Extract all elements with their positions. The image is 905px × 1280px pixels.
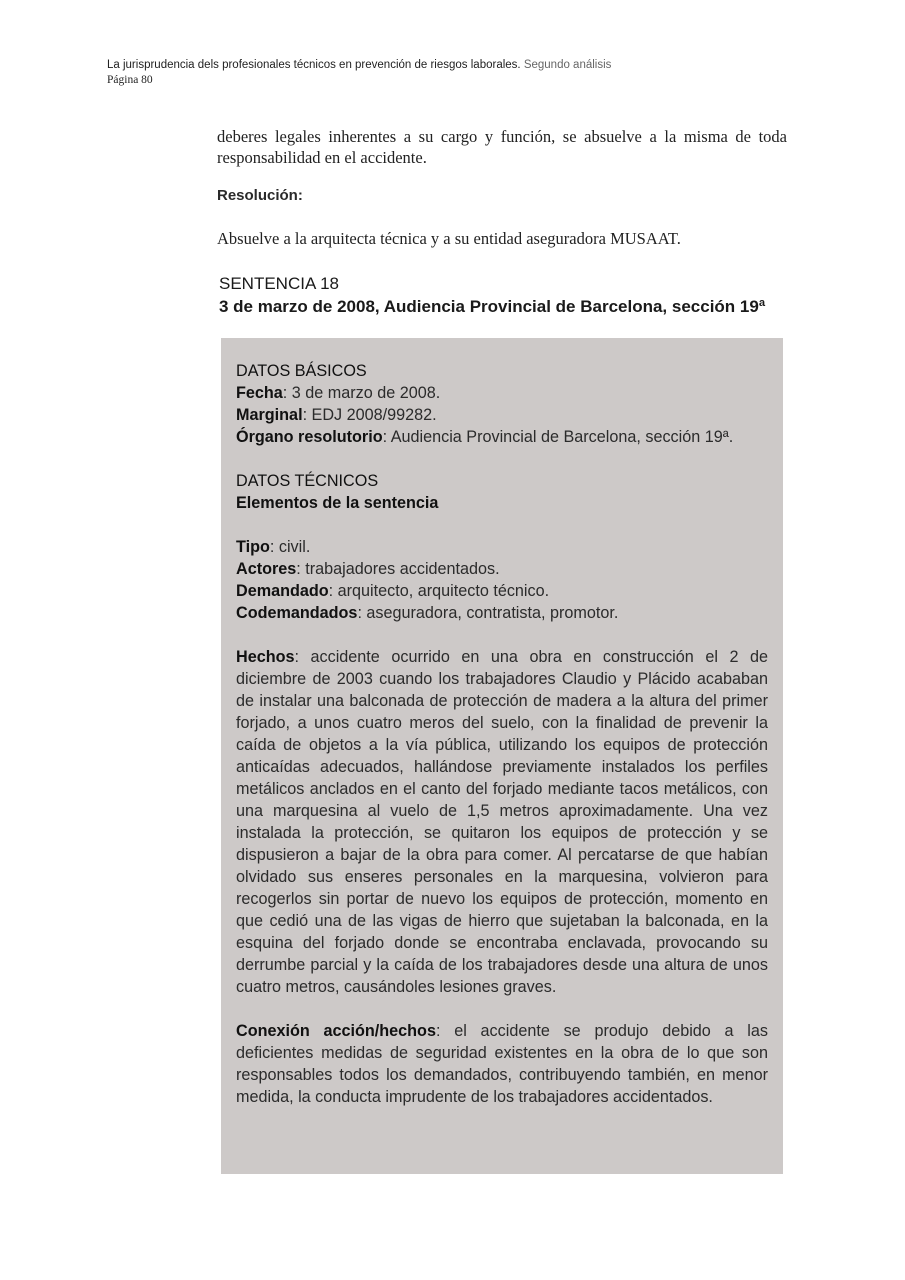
elementos-heading: Elementos de la sentencia [236,494,439,512]
conexion-value: : el accidente se produjo debido a las deficientes medidas de seguridad existentes en la obra de lo que son responsables todos los demandados, contribuyendo también, en menor medida, la conducta imprudente de los trabajadores accidentados. [236,1022,768,1106]
resolucion-text: Absuelve a la arquitecta técnica y a su entidad aseguradora MUSAAT. [217,229,681,248]
demandado-label: Demandado [236,582,329,600]
hechos-paragraph [236,646,768,998]
demandado-value: : arquitecto, arquitecto técnico. [328,582,550,600]
demandado-row [236,580,768,602]
marginal-row [236,404,768,426]
fecha-label: Fecha [236,384,283,402]
header-line [107,58,611,73]
continuation-paragraph: deberes legales inherentes a su cargo y función, se absuelve a la misma de toda responsabilidad en el accidente. [217,127,787,167]
datos-box-content [236,360,768,1108]
datos-box [221,338,783,1174]
datos-basicos-heading: DATOS BÁSICOS [236,362,367,380]
sentencia-subtitle: 3 de marzo de 2008, Audiencia Provincial de Barcelona, sección 19ª [219,297,766,316]
actores-row [236,558,768,580]
actores-value: : trabajadores accidentados. [296,560,500,578]
hechos-label: Hechos [236,648,295,666]
header-subtitle: Segundo análisis [523,59,612,71]
marginal-label: Marginal [236,406,303,424]
page-number: Página 80 [107,74,153,86]
tipo-label: Tipo [236,538,270,556]
organo-row [236,426,768,448]
fecha-value: : 3 de marzo de 2008. [282,384,441,402]
tipo-row [236,536,768,558]
sentencia-title: SENTENCIA 18 [219,274,339,293]
actores-label: Actores [236,560,297,578]
codemandados-value: : aseguradora, contratista, promotor. [357,604,619,622]
fecha-row [236,382,768,404]
conexion-paragraph [236,1020,768,1108]
header-title: La jurisprudencia dels profesionales técnicos en prevención de riesgos laborales. [107,59,521,71]
hechos-value: : accidente ocurrido en una obra en construcción el 2 de diciembre de 2003 cuando los trabajadores Claudio y Plácido acababan de instalar una balconada de protección de madera a la altura del primer forjado, a unos cuatro meros del suelo, con la finalidad de prevenir la caída de objetos a la vía pública, utilizando los equipos de protección anticaídas adecuados, hallándose previamente instalados los perfiles metálicos anclados en el canto del forjado mediante tacos metálicos, con una marquesina al vuelo de 1,5 metros aproximadamente. Una vez instalada la protección, se quitaron los equipos de protección y se dispusieron a bajar de la obra para comer. Al percatarse de que habían olvidado sus enseres personales en la marquesina, volvieron para recogerlos sin portar de nuevo los equipos de protección, momento en que cedió una de las vigas de hierro que sujetaban la balconada, en la esquina del forjado donde se encontraba enclavada, provocando su derrumbe parcial y la caída de los trabajadores desde una altura de unos cuatro metros, causándoles lesiones graves. [236,648,768,996]
tipo-value: : civil. [269,538,311,556]
running-header [107,58,611,88]
marginal-value: : EDJ 2008/99282. [302,406,437,424]
organo-label: Órgano resolutorio [236,428,383,446]
organo-value: : Audiencia Provincial de Barcelona, sección 19ª. [382,428,734,446]
codemandados-row [236,602,768,624]
resolucion-label: Resolución: [217,187,303,204]
datos-tecnicos-heading: DATOS TÉCNICOS [236,472,379,490]
conexion-label: Conexión acción/hechos [236,1022,436,1040]
codemandados-label: Codemandados [236,604,358,622]
